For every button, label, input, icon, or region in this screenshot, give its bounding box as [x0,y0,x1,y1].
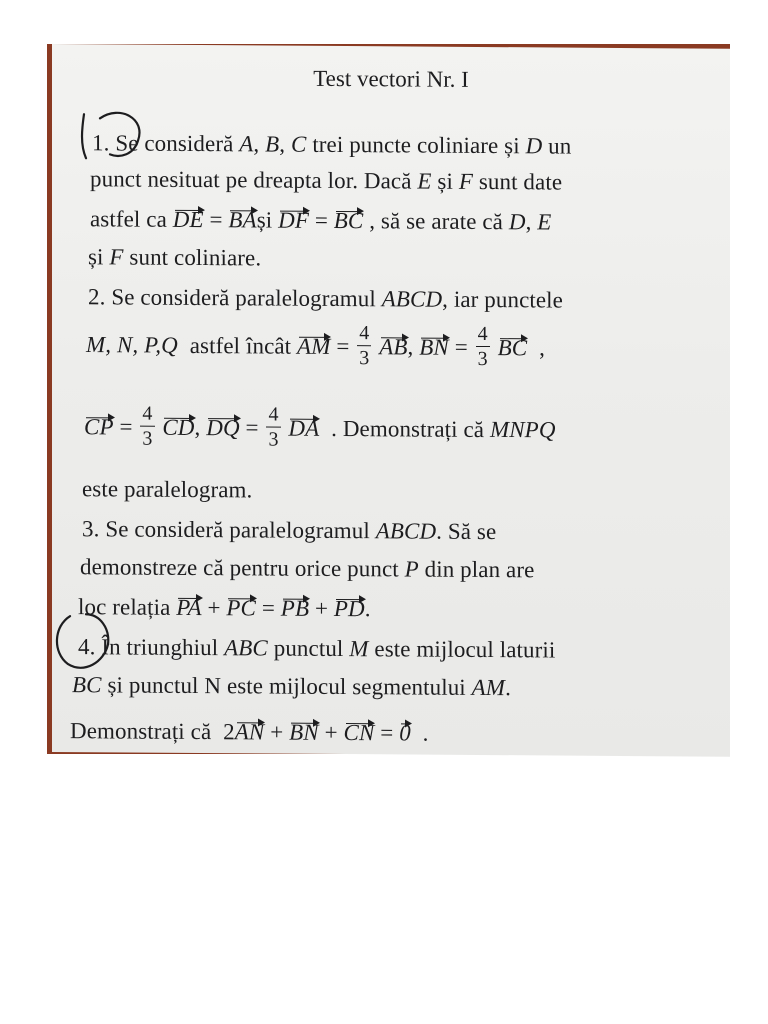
vector-bn: BN [419,334,449,360]
vector-pb: PB [280,595,310,621]
problem-4-line-1: 4. În triunghiul ABC punctul M este mijlocul laturii [78,634,556,663]
vector-am: AM [297,333,331,359]
vector-df: DF [278,207,309,233]
vector-pa: PA [176,594,202,621]
vector-cp: CP [84,414,114,440]
problem-1-number: 1. [92,130,110,156]
fraction-4-3: $\frac{4}{3}$ [268,403,279,451]
problem-4-number: 4. [78,634,96,660]
problem-3-line-3: loc relația PA + PC = PB + PD. [78,594,371,622]
problem-2-line-4: este paralelogram. [82,476,253,503]
vector-ba: BA [228,207,257,233]
problem-2-line-3: CP = $\frac{4}{3}$ CD, DQ = $\frac{4}{3}$ DA . Demonstrați că MNPQ [84,402,556,451]
vector-cd: CD [162,414,195,440]
problem-4-line-3: Demonstrați că 2AN + BN + CN = 0 . [70,718,429,746]
vector-cn: CN [343,720,375,746]
problem-2-line-2: M, N, P,Q astfel încât AM = $\frac{4}{3}$ AB, BN = $\frac{4}{3}$ BC , [86,322,545,371]
fraction-4-3: $\frac{4}{3}$ [142,402,153,450]
vector-bc: BC [497,334,528,361]
vector-bn: BN [289,719,319,745]
problem-4-line-2: BC și punctul N este mijlocul segmentului AM. [72,672,511,701]
problem-3-line-1: 3. Se consideră paralelogramul ABCD. Să se [82,516,497,545]
vector-bc: BC [333,207,364,234]
vector-de: DE [172,206,204,233]
problem-1-line-3: astfel ca DE = BAși DF = BC , să se arate că D, E [90,206,552,235]
problem-3-line-2: demonstreze că pentru orice punct P din plan are [80,554,535,583]
vector-pd: PD [333,595,365,622]
fraction-4-3: $\frac{4}{3}$ [477,322,488,371]
problem-1-line-4: și F sunt coliniare. [88,244,262,271]
problem-2-line-1: 2. Se consideră paralelogramul ABCD, iar punctele [88,284,563,313]
vector-an: AN [234,719,265,745]
problem-2-number: 2. [88,284,106,310]
vector-dq: DQ [206,414,240,441]
vector-ab: AB [379,334,408,360]
page-title: Test vectori Nr. I [313,65,469,92]
vector-pc: PC [226,595,256,621]
fraction-4-3: $\frac{4}{3}$ [359,322,370,370]
problem-1-line-2: punct nesituat pe dreapta lor. Dacă E și F sunt date [90,166,563,195]
worksheet-paper [52,44,730,757]
problem-1-line-1: 1. Se consideră A, B, C trei puncte coliniare și D un [92,130,572,159]
problem-3-number: 3. [82,516,100,542]
vector-da: DA [288,415,320,441]
zero-vector: 0 [399,720,411,746]
